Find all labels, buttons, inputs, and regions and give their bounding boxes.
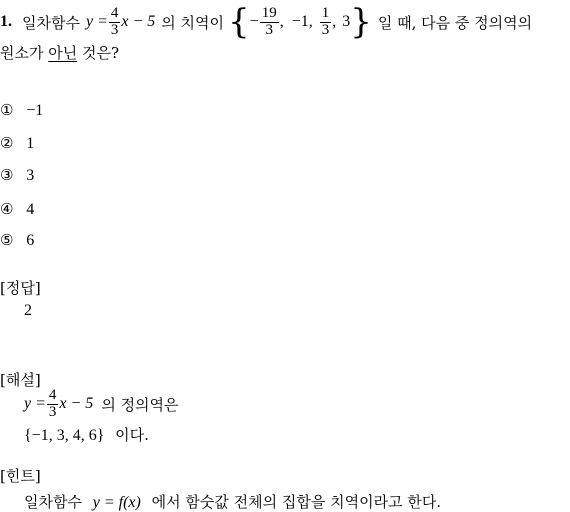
explanation-eq-denominator: 3 [48,403,57,420]
question-line-2 [0,42,119,63]
hint-text-before: 일차함수 [24,493,82,511]
range-close-brace: } [350,2,372,42]
choice-1[interactable] [0,101,43,120]
choice-2-mark: ② [0,134,14,152]
choice-4-value: 4 [26,201,35,218]
explanation-equation-line [24,384,179,424]
range-separator-1: , [279,13,284,30]
explanation-eq-numerator: 4 [48,386,57,403]
choice-3[interactable] [0,166,34,185]
explanation-heading: [해설] [0,371,41,389]
choice-5[interactable] [0,231,34,250]
question-func-rest: x − 5 [121,13,156,30]
choice-3-value: 3 [26,167,35,184]
question-coefficient-fraction [109,6,121,39]
question-coef-denominator: 3 [110,21,119,38]
explanation-eq-text: 의 정의역은 [101,395,179,414]
question-text-before: 일차함수 [22,13,80,32]
range-minus-one: −1, [291,13,313,30]
range-fraction-1 [260,6,279,39]
hint-line [24,491,441,512]
choice-2[interactable] [0,134,34,153]
range-fraction-2 [320,6,332,39]
question-line2-prefix: 원소가 [0,44,44,62]
question-line2-underlined: 아닌 [48,44,78,62]
explanation-set: {−1, 3, 4, 6} [24,427,105,444]
choice-4-mark: ④ [0,200,14,218]
hint-heading: [힌트] [0,467,41,485]
explanation-eq-fraction [47,388,59,421]
range-f2-numerator: 1 [321,4,330,21]
range-three: 3 [342,13,351,30]
hint-func: y = f(x) [92,494,141,511]
range-open-brace: { [228,2,250,42]
choice-3-mark: ③ [0,166,14,184]
choice-5-mark: ⑤ [0,231,14,249]
question-coef-numerator: 4 [110,4,119,21]
choice-1-value: −1 [26,102,44,119]
question-number: 1. [0,13,12,30]
question-text-range: 의 치역이 [161,13,225,32]
explanation-eq-lhs: y = [24,395,46,412]
range-negative-sign: − [249,13,259,30]
explanation-set-line [24,424,149,445]
choice-2-value: 1 [26,135,35,152]
explanation-eq-rest: x − 5 [59,395,94,412]
answer-value: 2 [24,302,32,319]
choice-1-mark: ① [0,101,14,119]
range-f1-denominator: 3 [265,21,273,38]
hint-text-after: 에서 함숫값 전체의 집합을 치역이라고 한다. [151,493,442,511]
range-f1-numerator: 19 [261,4,277,21]
choice-5-value: 6 [26,232,35,249]
question-line2-suffix: 것은? [82,44,120,62]
choice-4[interactable] [0,200,34,219]
question-func-lhs: y = [85,13,108,30]
question-text-after: 일 때, 다음 중 정의역의 [377,13,533,32]
range-separator-2: , [332,13,337,30]
answer-heading: [정답] [0,279,41,297]
explanation-set-text: 이다. [115,426,149,444]
range-f2-denominator: 3 [321,21,330,38]
question-line-1 [0,2,532,42]
